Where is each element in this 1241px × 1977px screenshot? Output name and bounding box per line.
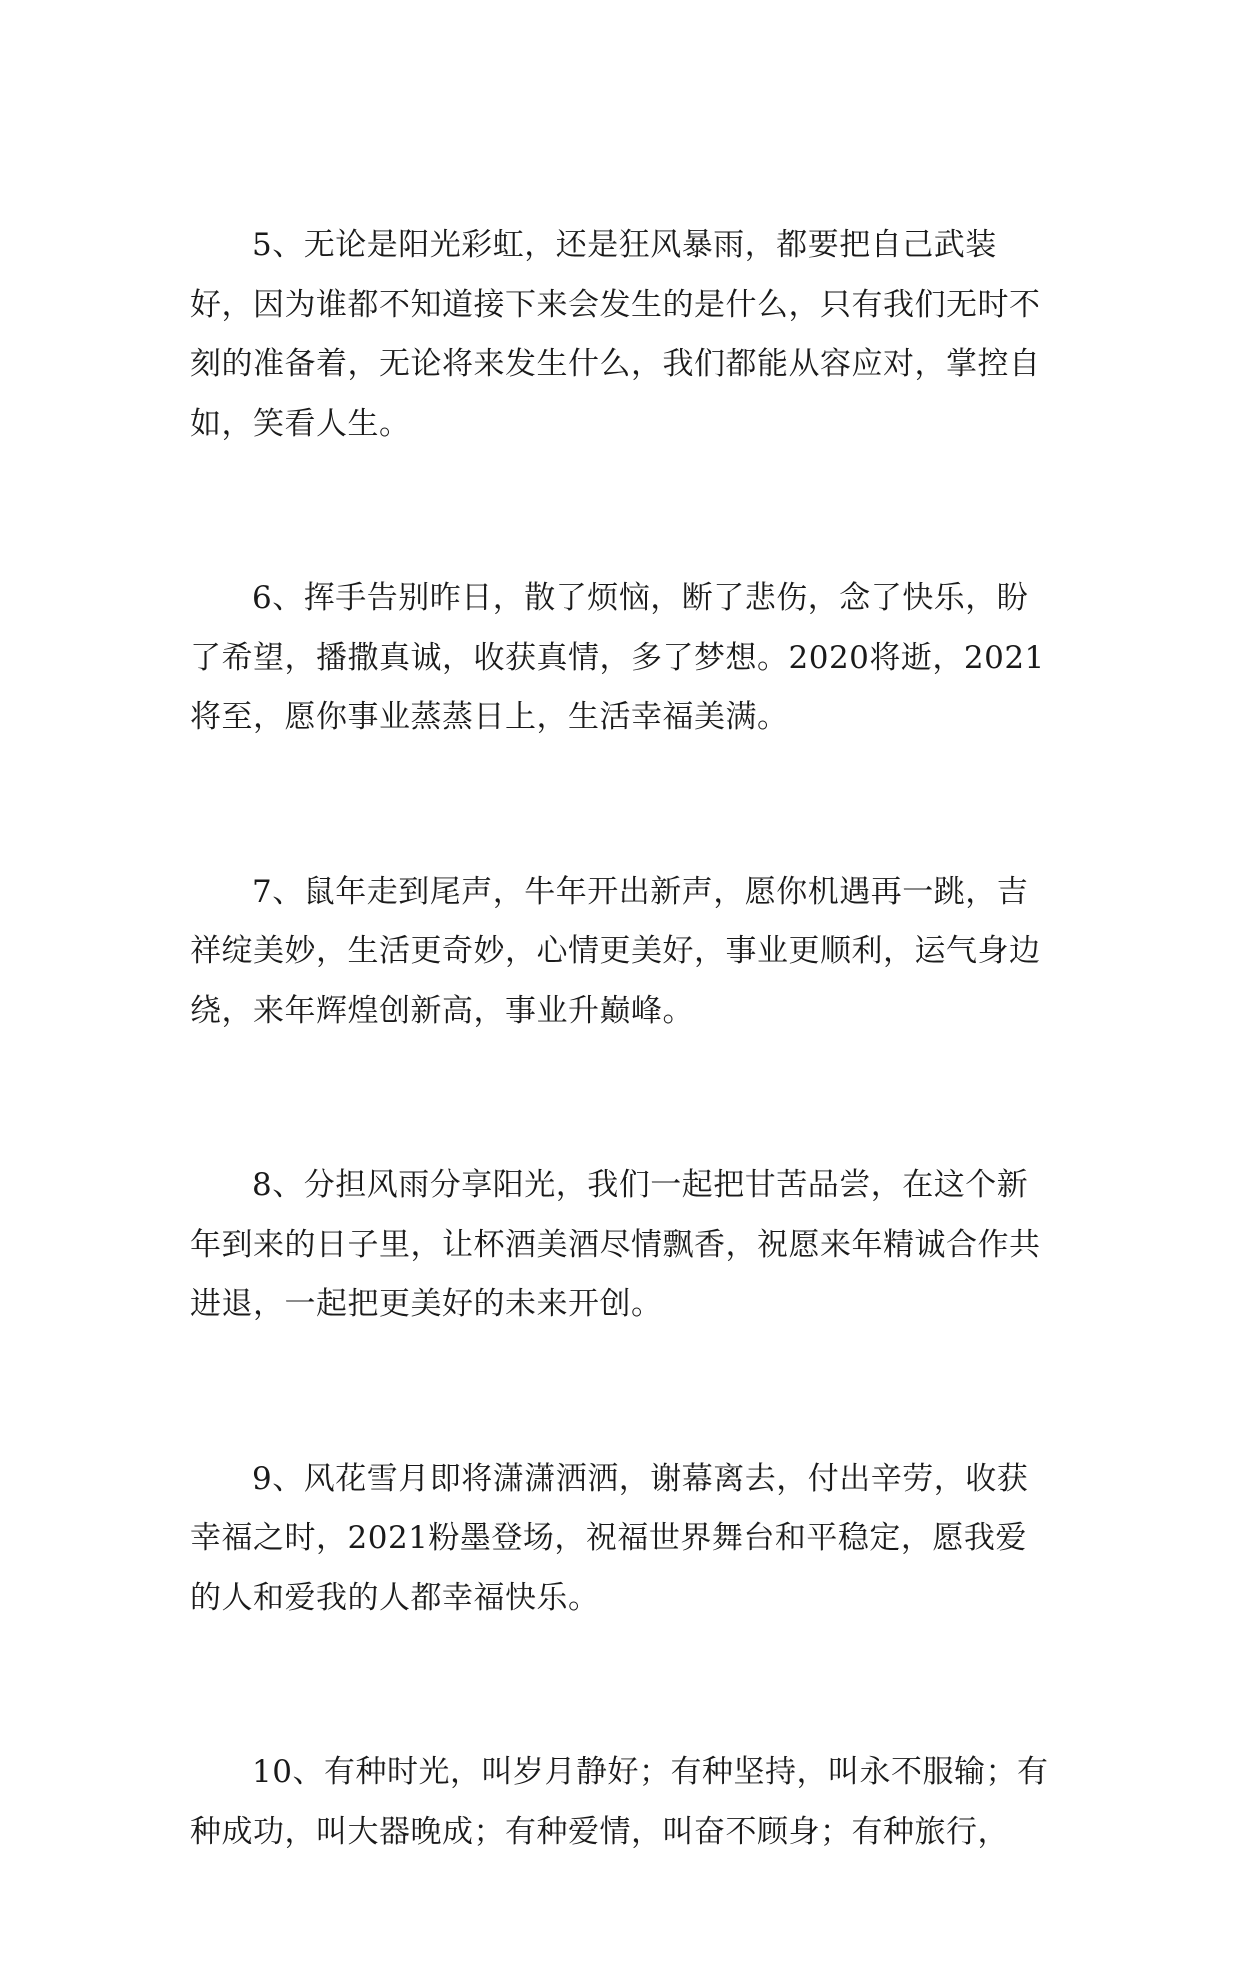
paragraph-9: 9、风花雪月即将潇潇洒洒，谢幕离去，付出辛劳，收获幸福之时，2021粉墨登场，祝福世界舞台和平稳定，愿我爱的人和爱我的人都幸福快乐。 <box>190 1460 1029 1616</box>
document-body <box>190 216 1052 1977</box>
paragraph-7: 7、鼠年走到尾声，牛年开出新声，愿你机遇再一跳，吉祥绽美妙，生活更奇妙，心情更美好，事业更顺利，运气身边绕，来年辉煌创新高，事业升巅峰。 <box>190 873 1041 1029</box>
paragraph-10: 10、有种时光，叫岁月静好；有种坚持，叫永不服输；有种成功，叫大器晚成；有种爱情，叫奋不顾身；有种旅行， <box>190 1754 1049 1850</box>
paragraph-5: 5、无论是阳光彩虹，还是狂风暴雨，都要把自己武装好，因为谁都不知道接下来会发生的是什么，只有我们无时不刻的准备着，无论将来发生什么，我们都能从容应对，掌控自如，笑看人生。 <box>190 227 1041 442</box>
paragraph-8: 8、分担风雨分享阳光，我们一起把甘苦品尝，在这个新年到来的日子里，让杯酒美酒尽情飘香，祝愿来年精诚合作共进退，一起把更美好的未来开创。 <box>190 1167 1041 1322</box>
paragraph-6: 6、挥手告别昨日，散了烦恼，断了悲伤，念了快乐，盼了希望，播撒真诚，收获真情，多了梦想。2020将逝，2021将至，愿你事业蒸蒸日上，生活幸福美满。 <box>190 580 1045 735</box>
